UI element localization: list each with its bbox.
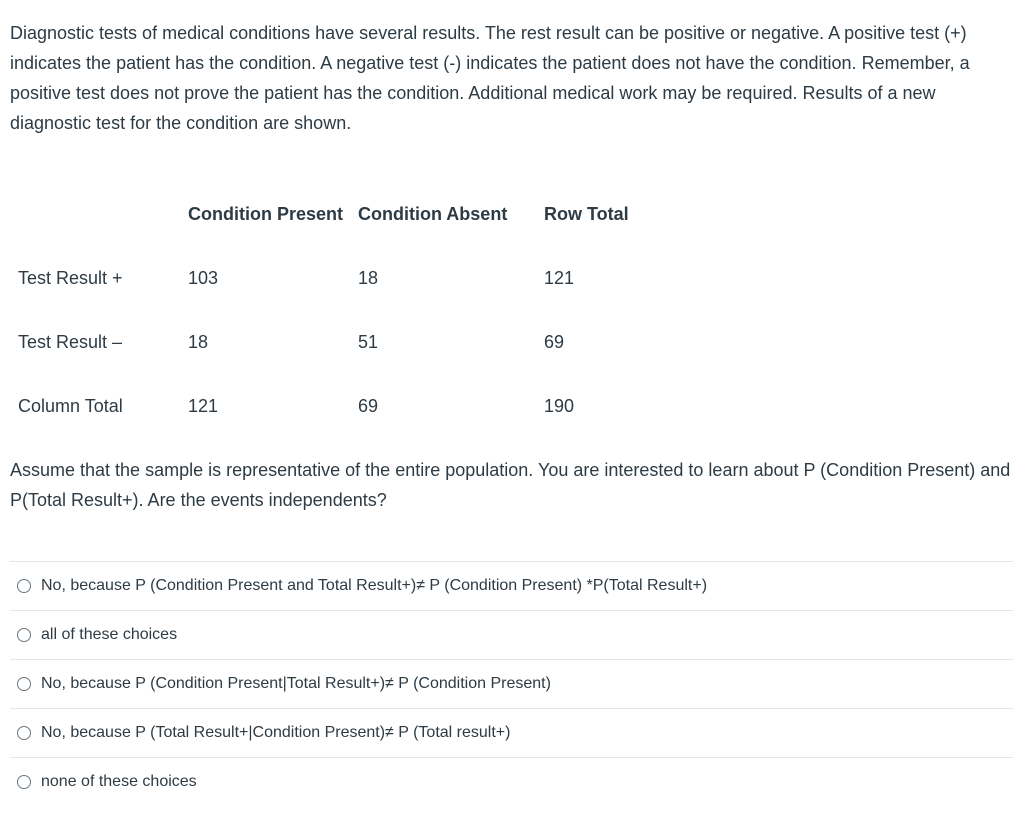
cell-negative-present: 18 [188, 332, 209, 352]
question-prompt-text: Assume that the sample is representative of the entire population. You are interested to learn about P (Condition Present) and P(Total Result+). Are the events independents? [10, 460, 1011, 510]
answer-option-1-label: No, because P (Condition Present and Total Result+)≠ P (Condition Present) *P(Total Result+) [41, 577, 708, 594]
cell-grand-total: 190 [544, 396, 575, 416]
header-condition-absent: Condition Absent [358, 204, 508, 224]
cell-positive-present: 103 [188, 268, 219, 288]
answer-option-2[interactable] [10, 610, 1013, 659]
cell-positive-absent: 18 [358, 268, 379, 288]
question-intro-text: Diagnostic tests of medical conditions have several results. The rest result can be positive or negative. A positive test (+) indicates the patient has the condition. A negative test (-) indicates the patient does not have the condition. Remember, a positive test does not prove the patient has the condition. Additional medical work may be required. Results of a new diagnostic test for the condition are shown. [10, 23, 970, 133]
row-label-test-negative: Test Result – [18, 332, 123, 352]
radio-button-icon[interactable] [17, 726, 31, 740]
radio-button-icon[interactable] [17, 775, 31, 789]
cell-total-present: 121 [188, 396, 219, 416]
answer-option-5-label: none of these choices [41, 773, 197, 790]
answer-option-5[interactable] [10, 757, 1013, 806]
header-condition-present: Condition Present [188, 204, 344, 224]
answer-option-4[interactable] [10, 708, 1013, 757]
cell-negative-total: 69 [544, 332, 565, 352]
answer-option-1[interactable] [10, 561, 1013, 610]
cell-total-absent: 69 [358, 396, 379, 416]
cell-negative-absent: 51 [358, 332, 379, 352]
radio-button-icon[interactable] [17, 677, 31, 691]
answer-list [10, 561, 1013, 806]
answer-option-2-label: all of these choices [41, 626, 178, 643]
answer-option-3-label: No, because P (Condition Present|Total Result+)≠ P (Condition Present) [41, 675, 551, 692]
row-label-column-total: Column Total [18, 396, 123, 416]
answer-option-3[interactable] [10, 659, 1013, 708]
row-label-test-positive: Test Result + [18, 268, 123, 288]
header-row-total: Row Total [544, 204, 629, 224]
cell-positive-total: 121 [544, 268, 575, 288]
radio-button-icon[interactable] [17, 628, 31, 642]
answer-option-4-label: No, because P (Total Result+|Condition Present)≠ P (Total result+) [41, 724, 511, 741]
radio-button-icon[interactable] [17, 579, 31, 593]
